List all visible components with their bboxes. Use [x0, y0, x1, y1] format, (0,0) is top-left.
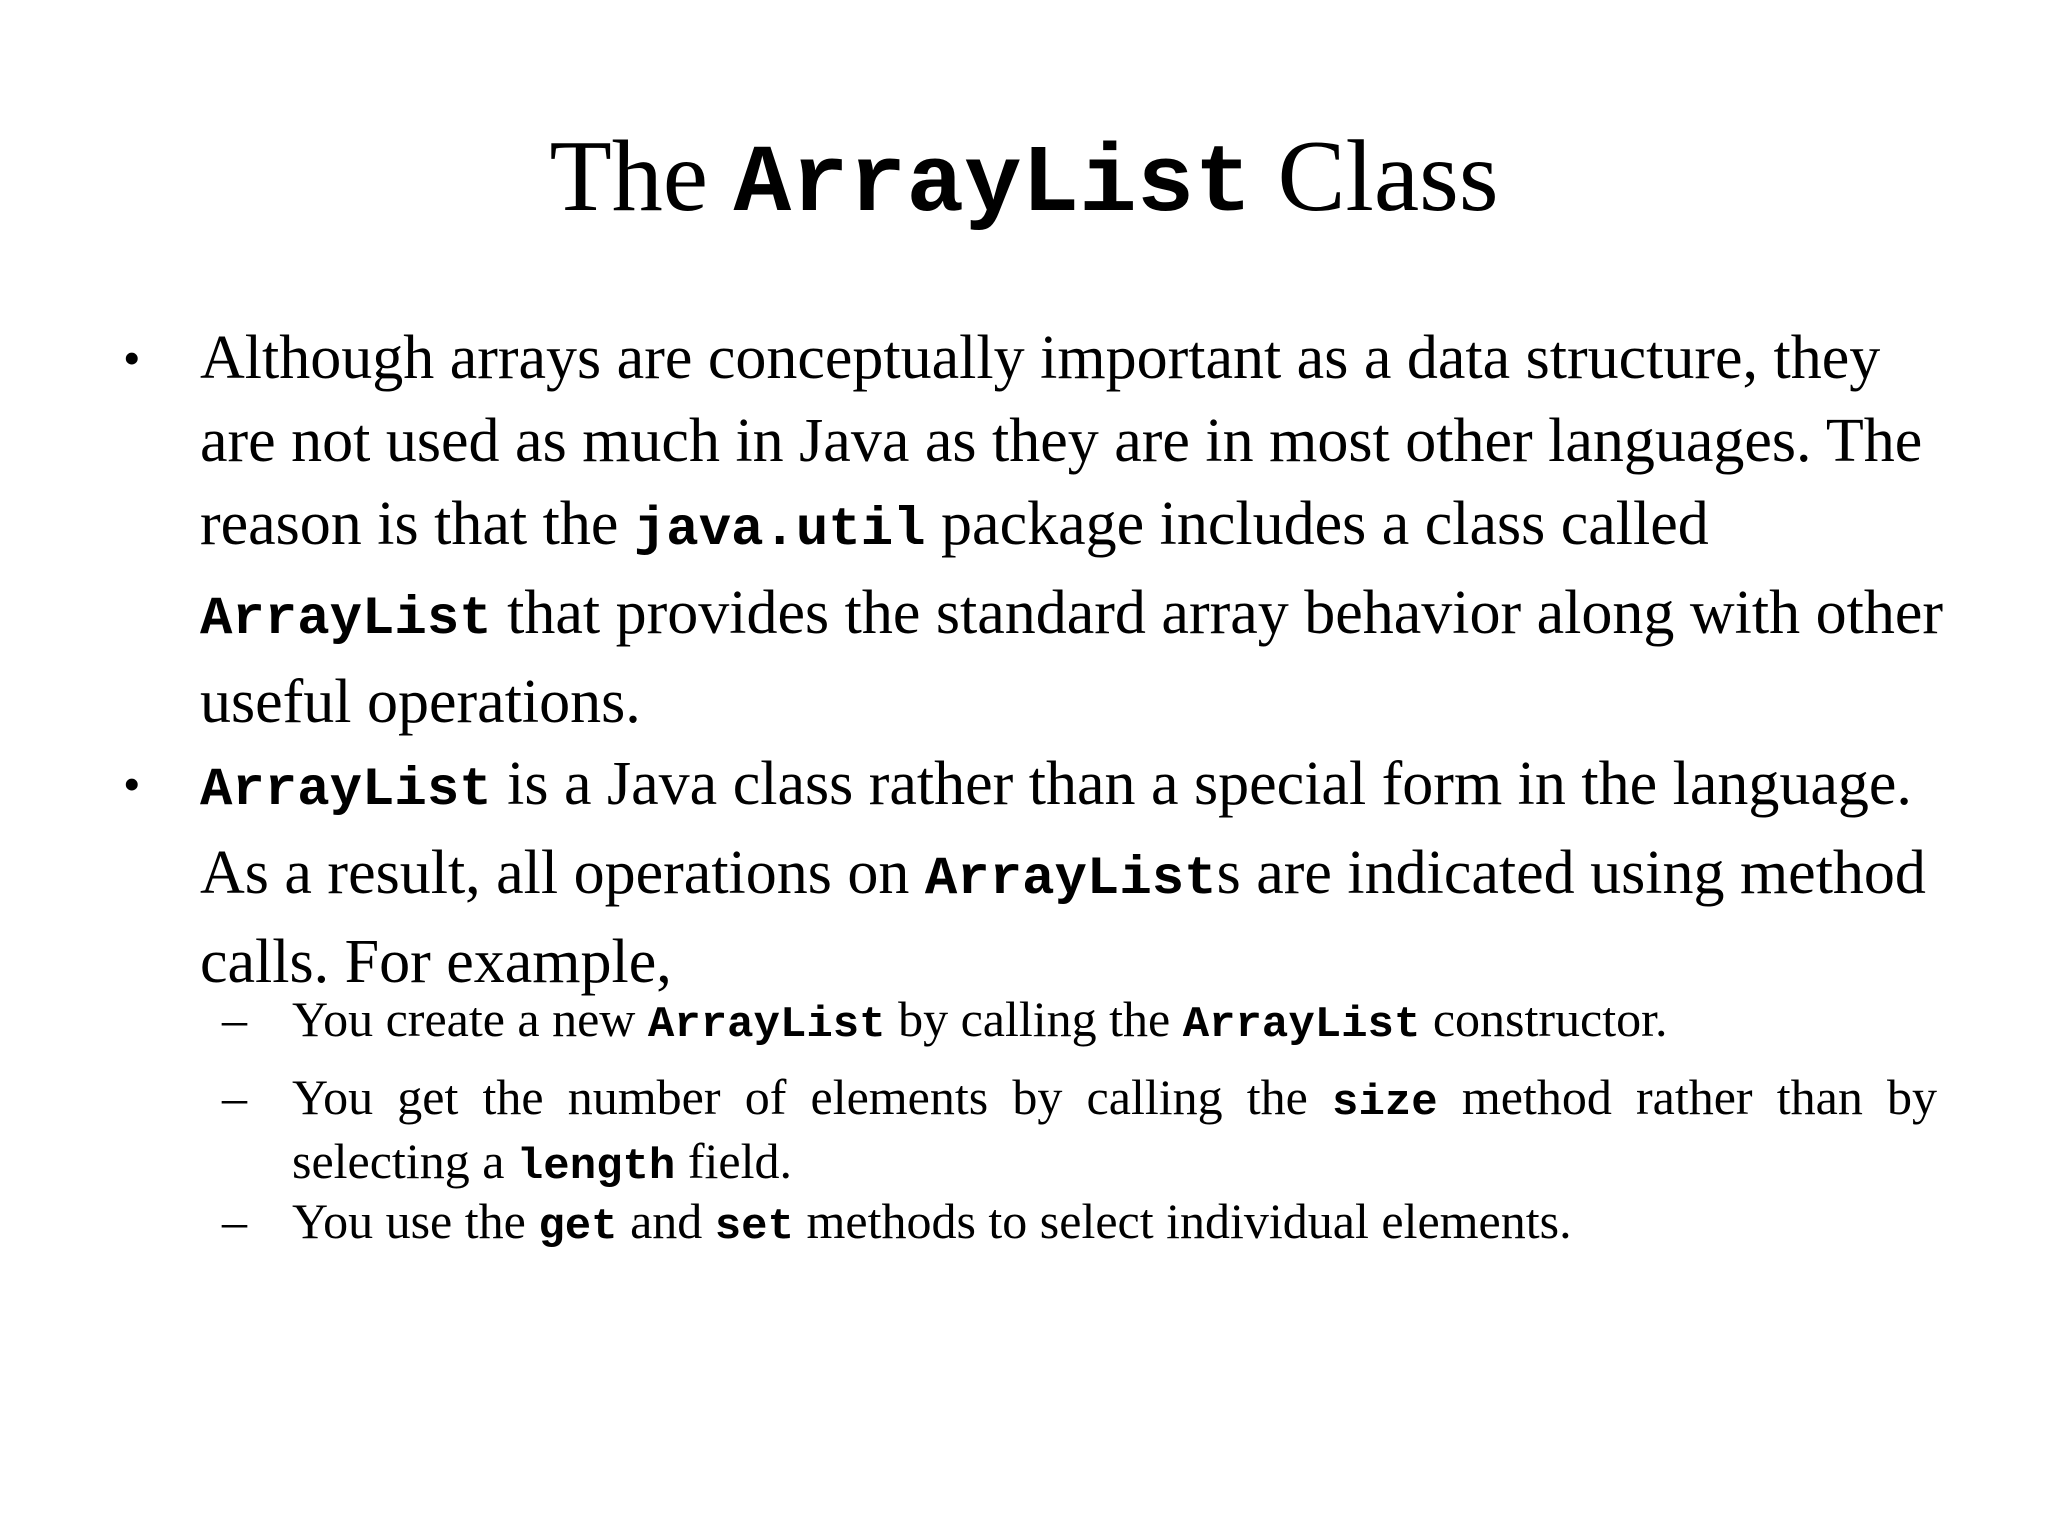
bullet-text: that provides the standard array behavior along with other useful operations.: [200, 579, 1944, 736]
subitem-marker: –: [222, 1069, 247, 1125]
subitem-text: You get the number of elements by calling the: [292, 1069, 1333, 1125]
subitem-constructor: [292, 990, 1937, 1054]
bullet-marker: •: [123, 330, 141, 386]
subitem-get-set: [292, 1192, 1937, 1256]
code-arraylist: ArrayList: [200, 589, 492, 650]
subitem-size: [292, 1068, 1937, 1196]
subitem-text: You use the: [292, 1193, 539, 1249]
bullet-item-arraylist-class: [200, 743, 1960, 1004]
code-length: length: [516, 1142, 676, 1192]
subitem-marker: –: [222, 1193, 247, 1249]
code-arraylist: ArrayList: [1182, 1000, 1421, 1050]
bullet-text: package includes a class called: [925, 490, 1709, 558]
subitem-text: constructor.: [1420, 991, 1668, 1047]
code-arraylist: ArrayList: [200, 760, 492, 821]
subitem-text: and: [617, 1193, 715, 1249]
code-size: size: [1332, 1078, 1438, 1128]
code-java-util: java.util: [633, 500, 926, 561]
code-set: set: [714, 1202, 794, 1252]
title-text-after: Class: [1252, 120, 1499, 233]
bullet-marker: •: [123, 756, 141, 812]
slide-title: [0, 112, 2048, 250]
title-code: ArrayList: [733, 130, 1252, 239]
code-get: get: [538, 1202, 618, 1252]
code-arraylist: ArrayList: [924, 849, 1217, 910]
bullet-text: Although arrays are conceptually important as a data structure, they are not used as much in Java as they are in most other languages. The reason is that the: [200, 324, 1923, 558]
subitem-marker: –: [222, 991, 247, 1047]
subitem-text: field.: [675, 1133, 792, 1189]
subitem-text: methods to select individual elements.: [793, 1193, 1572, 1249]
code-arraylist: ArrayList: [647, 1000, 886, 1050]
bullet-item-arrays: [200, 317, 1960, 744]
bullet-text: s are indicated using method calls. For example,: [200, 839, 1926, 996]
title-text-before: The: [549, 120, 734, 233]
subitem-text: by calling the: [885, 991, 1183, 1047]
subitem-text: method rather than by selecting a: [292, 1069, 1937, 1189]
bullet-text: is a Java class rather than a special form in the language. As a result, all operations on: [200, 750, 1912, 907]
subitem-text: You create a new: [292, 991, 648, 1047]
